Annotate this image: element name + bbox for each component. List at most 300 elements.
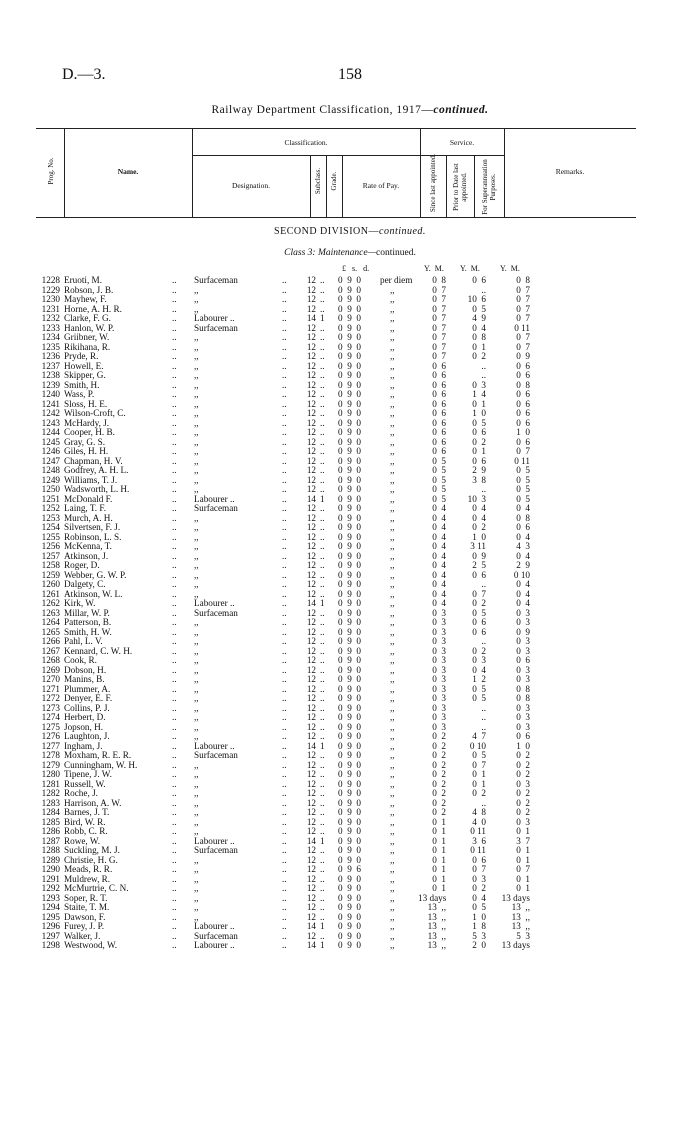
cell-prior-to-date: 1 0 [472, 911, 486, 922]
cell-prog-no: 1291 [41, 873, 60, 884]
cell-prior-to-date: 0 5 [472, 303, 486, 314]
cell-rate-of-pay: 0 9 0 [338, 332, 361, 342]
cell-name: Denyer, E. F. [64, 694, 113, 703]
cell-dots: .. [172, 531, 177, 542]
cell-pay-period: ,, [390, 902, 395, 912]
cell-prog-no: 1253 [41, 512, 60, 523]
cell-dots: .. [172, 294, 177, 304]
cell-superannuation: 0 4 [516, 598, 530, 608]
cell-subclass: 12 [306, 807, 316, 817]
cell-subclass: 12 [306, 826, 316, 836]
cell-grade: .. [320, 303, 325, 314]
cell-name: Sloss, H. E. [64, 399, 108, 409]
cell-name: Ingham, J. [64, 741, 103, 751]
cell-dots: .. [282, 379, 287, 390]
cell-since-last: 0 3 [432, 712, 446, 722]
cell-subclass: 12 [306, 731, 316, 741]
cell-prog-no: 1236 [41, 351, 60, 361]
cell-dots: .. [172, 807, 177, 817]
cell-dots: .. [172, 921, 177, 931]
cell-rate-of-pay: 0 9 0 [338, 826, 361, 836]
cell-grade: 1 [320, 598, 325, 608]
cell-prog-no: 1261 [41, 588, 60, 599]
cell-superannuation: 0 7 [516, 284, 530, 295]
cell-subclass: 12 [306, 569, 316, 580]
cell-name: Muldrew, R. [64, 874, 111, 884]
cell-prog-no: 1244 [41, 427, 60, 437]
cell-prog-no: 1230 [41, 294, 60, 304]
cell-name: Howell, E. [64, 361, 104, 371]
cell-rate-of-pay: 0 9 0 [338, 303, 361, 314]
cell-dots: .. [172, 750, 177, 760]
cell-prog-no: 1280 [41, 769, 60, 779]
cell-prog-no: 1296 [41, 921, 60, 931]
cell-subclass: 12 [306, 512, 316, 523]
cell-rate-of-pay: 0 9 0 [338, 788, 361, 798]
cell-dots: .. [282, 398, 287, 409]
cell-subclass: 12 [306, 655, 316, 665]
cell-pay-period: ,, [390, 303, 395, 314]
cell-pay-period: ,, [390, 332, 395, 342]
cell-rate-of-pay: 0 9 0 [338, 550, 361, 561]
cell-subclass: 12 [306, 864, 316, 874]
cell-superannuation: 1 0 [516, 740, 530, 751]
cell-name: Gray, G. S. [64, 437, 105, 447]
cell-name: Wadsworth, L. H. [64, 485, 130, 494]
cell-prog-no: 1298 [41, 940, 60, 950]
cell-dots: .. [172, 693, 177, 703]
cell-subclass: 12 [306, 693, 316, 703]
cell-dots: .. [282, 560, 287, 570]
cell-rate-of-pay: 0 9 0 [338, 474, 361, 485]
cell-rate-of-pay: 0 9 0 [338, 759, 361, 770]
cell-since-last: 13 ,, [427, 930, 446, 941]
cell-subclass: 14 [306, 740, 316, 751]
cell-pay-period: ,, [390, 740, 395, 751]
cell-dots: .. [172, 626, 177, 637]
cell-pay-period: ,, [390, 750, 395, 760]
cell-subclass: 12 [306, 626, 316, 637]
cell-dots: .. [282, 911, 287, 922]
cell-dots: .. [282, 598, 287, 608]
cell-since-last: 0 3 [432, 655, 446, 665]
cell-grade: .. [320, 512, 325, 523]
cell-grade: .. [320, 864, 325, 874]
cell-designation: ,, [194, 285, 199, 295]
cell-pay-period: ,, [390, 579, 395, 589]
cell-pay-period: ,, [390, 769, 395, 779]
cell-pay-period: ,, [390, 845, 395, 855]
cell-dots: .. [172, 598, 177, 608]
cell-name: Wilson-Croft, C. [64, 409, 126, 418]
cell-grade: .. [320, 617, 325, 627]
cell-subclass: 12 [306, 911, 316, 922]
cell-name: Tipene, J. W. [64, 770, 112, 779]
cell-pay-period: ,, [390, 835, 395, 846]
cell-prior-to-date: .. [481, 797, 486, 808]
cell-pay-period: ,, [390, 398, 395, 409]
cell-rate-of-pay: 0 9 0 [338, 351, 361, 361]
cell-superannuation: 0 6 [516, 417, 530, 428]
cell-dots: .. [282, 769, 287, 779]
cell-superannuation: 0 6 [516, 522, 530, 532]
cell-rate-of-pay: 0 9 0 [338, 797, 361, 808]
cell-dots: .. [282, 835, 287, 846]
cell-prog-no: 1263 [41, 607, 60, 618]
cell-grade: 1 [320, 740, 325, 751]
cell-prog-no: 1272 [41, 693, 60, 703]
cell-pay-period: ,, [390, 921, 395, 931]
cell-designation: ,, [194, 855, 199, 865]
cell-since-last: 0 6 [432, 446, 446, 456]
cell-dots: .. [172, 474, 177, 485]
cell-pay-period: ,, [390, 826, 395, 836]
cell-since-last: 0 5 [432, 484, 446, 494]
unit-superannuation: Y. M. [500, 264, 520, 273]
section-title-continued: continued. [379, 226, 426, 237]
cell-since-last: 0 1 [432, 854, 446, 865]
cell-prog-no: 1268 [41, 655, 60, 665]
cell-designation: ,, [194, 627, 199, 637]
cell-dots: .. [172, 313, 177, 323]
cell-designation: ,, [194, 523, 199, 532]
cell-dots: .. [282, 313, 287, 323]
cell-subclass: 12 [306, 617, 316, 627]
cell-prior-to-date: 0 6 [472, 854, 486, 865]
cell-superannuation: 0 6 [516, 360, 530, 371]
cell-since-last: 0 4 [432, 512, 446, 523]
cell-name: McDonald F. [64, 494, 113, 504]
cell-superannuation: 0 6 [516, 655, 530, 665]
cell-prior-to-date: .. [481, 360, 486, 371]
cell-dots: .. [282, 436, 287, 447]
cell-since-last: 0 7 [432, 303, 446, 314]
cell-grade: .. [320, 626, 325, 637]
cell-grade: .. [320, 294, 325, 304]
cell-dots: .. [172, 759, 177, 770]
cell-superannuation: 0 3 [516, 617, 530, 627]
cell-rate-of-pay: 0 9 0 [338, 541, 361, 551]
cell-subclass: 12 [306, 446, 316, 456]
cell-pay-period: ,, [390, 930, 395, 941]
cell-prior-to-date: 0 7 [472, 864, 486, 874]
cell-superannuation: 0 3 [516, 702, 530, 713]
cell-since-last: 0 1 [432, 816, 446, 827]
cell-prior-to-date: 0 4 [472, 512, 486, 523]
cell-rate-of-pay: 0 9 0 [338, 465, 361, 475]
cell-dots: .. [282, 617, 287, 627]
cell-prog-no: 1279 [41, 759, 60, 770]
cell-grade: .. [320, 845, 325, 855]
cell-subclass: 12 [306, 398, 316, 409]
cell-superannuation: 0 5 [516, 493, 530, 504]
cell-prog-no: 1269 [41, 664, 60, 675]
cell-dots: .. [172, 550, 177, 561]
cell-since-last: 0 4 [432, 531, 446, 542]
cell-prog-no: 1240 [41, 389, 60, 399]
cell-superannuation: 0 2 [516, 788, 530, 798]
cell-prior-to-date: 0 5 [472, 750, 486, 760]
cell-designation: ,, [194, 827, 199, 836]
cell-dots: .. [172, 417, 177, 428]
cell-name: Dalgety, C. [64, 580, 106, 589]
cell-rate-of-pay: 0 9 0 [338, 398, 361, 409]
cell-grade: 1 [320, 835, 325, 846]
cell-pay-period: ,, [390, 408, 395, 418]
cell-prior-to-date: 0 10 [469, 740, 486, 751]
cell-prog-no: 1233 [41, 322, 60, 333]
cell-since-last: 0 3 [432, 645, 446, 656]
cell-name: Smith, H. [64, 380, 100, 390]
cell-since-last: 0 4 [432, 598, 446, 608]
cell-name: Suckling, M. J. [64, 846, 120, 855]
cell-grade: 1 [320, 921, 325, 931]
cell-dots: .. [172, 493, 177, 504]
cell-pay-period: ,, [390, 417, 395, 428]
cell-pay-period: ,, [390, 883, 395, 893]
cell-pay-period: ,, [390, 607, 395, 618]
cell-dots: .. [282, 579, 287, 589]
cell-pay-period: ,, [390, 816, 395, 827]
cell-rate-of-pay: 0 9 0 [338, 892, 361, 903]
cell-subclass: 12 [306, 664, 316, 675]
cell-grade: 1 [320, 493, 325, 504]
cell-prog-no: 1258 [41, 560, 60, 570]
cell-designation: ,, [194, 361, 199, 371]
cell-superannuation: 0 8 [516, 275, 530, 285]
col-remarks: Remarks. [555, 167, 585, 176]
cell-prog-no: 1250 [41, 484, 60, 494]
cell-grade: .. [320, 446, 325, 456]
cell-dots: .. [282, 275, 287, 285]
cell-dots: .. [282, 693, 287, 703]
cell-rate-of-pay: 0 9 6 [338, 864, 361, 874]
cell-designation: ,, [194, 865, 199, 874]
cell-grade: .. [320, 721, 325, 732]
cell-dots: .. [172, 579, 177, 589]
cell-subclass: 12 [306, 588, 316, 599]
cell-pay-period: ,, [390, 892, 395, 903]
cell-dots: .. [172, 351, 177, 361]
cell-superannuation: 0 3 [516, 674, 530, 684]
cell-since-last: 0 3 [432, 607, 446, 618]
cell-subclass: 12 [306, 541, 316, 551]
cell-name: Pahl, L. V. [64, 637, 103, 646]
cell-since-last: 0 1 [432, 864, 446, 874]
cell-designation: ,, [194, 399, 199, 409]
cell-pay-period: ,, [390, 484, 395, 494]
cell-prior-to-date: 0 2 [472, 645, 486, 656]
cell-superannuation: 3 7 [516, 835, 530, 846]
cell-rate-of-pay: 0 9 0 [338, 731, 361, 741]
cell-superannuation: 0 2 [516, 750, 530, 760]
cell-since-last: 0 1 [432, 873, 446, 884]
cell-superannuation: 0 7 [516, 332, 530, 342]
cell-superannuation: 0 2 [516, 759, 530, 770]
cell-dots: .. [282, 807, 287, 817]
cell-subclass: 12 [306, 332, 316, 342]
cell-rate-of-pay: 0 9 0 [338, 588, 361, 599]
cell-subclass: 12 [306, 522, 316, 532]
cell-pay-period: ,, [390, 598, 395, 608]
cell-since-last: 0 6 [432, 398, 446, 409]
cell-rate-of-pay: 0 9 0 [338, 626, 361, 637]
cell-dots: .. [282, 636, 287, 646]
cell-superannuation: 0 6 [516, 389, 530, 399]
cell-subclass: 14 [306, 313, 316, 323]
cell-subclass: 12 [306, 370, 316, 380]
cell-prog-no: 1290 [41, 864, 60, 874]
cell-since-last: 0 7 [432, 284, 446, 295]
cell-name: Webber, G. W. P. [64, 570, 127, 580]
cell-prior-to-date: 10 6 [467, 294, 486, 304]
cell-prior-to-date: 0 5 [472, 902, 486, 912]
cell-designation: ,, [194, 779, 199, 789]
cell-dots: .. [172, 940, 177, 950]
cell-dots: .. [172, 655, 177, 665]
cell-dots: .. [172, 883, 177, 893]
cell-designation: ,, [194, 352, 199, 361]
cell-dots: .. [282, 902, 287, 912]
cell-subclass: 12 [306, 436, 316, 447]
cell-superannuation: 4 3 [516, 541, 530, 551]
cell-designation: ,, [194, 646, 199, 656]
cell-superannuation: 13 days [501, 892, 530, 903]
cell-prior-to-date: 0 3 [472, 873, 486, 884]
cell-dots: .. [282, 569, 287, 580]
cell-prog-no: 1287 [41, 835, 60, 846]
cell-designation: Labourer .. [194, 741, 235, 751]
cell-rate-of-pay: 0 9 0 [338, 436, 361, 447]
cell-subclass: 14 [306, 940, 316, 950]
cell-pay-period: ,, [390, 778, 395, 789]
cell-name: McKenna, T. [64, 542, 112, 551]
cell-name: Cooper, H. B. [64, 428, 115, 437]
cell-since-last: 0 4 [432, 522, 446, 532]
cell-since-last: 0 6 [432, 360, 446, 371]
cell-subclass: 12 [306, 322, 316, 333]
cell-subclass: 12 [306, 712, 316, 722]
cell-pay-period: ,, [390, 455, 395, 466]
cell-rate-of-pay: 0 9 0 [338, 446, 361, 456]
cell-dots: .. [172, 569, 177, 580]
cell-subclass: 12 [306, 341, 316, 352]
cell-since-last: 13 days [418, 892, 447, 903]
cell-since-last: 0 3 [432, 626, 446, 637]
cell-since-last: 0 6 [432, 379, 446, 390]
cell-since-last: 0 6 [432, 408, 446, 418]
cell-name: Manins, B. [64, 675, 105, 684]
cell-prior-to-date: 2 0 [472, 940, 486, 950]
cell-dots: .. [172, 636, 177, 646]
cell-designation: ,, [194, 304, 199, 314]
cell-dots: .. [282, 284, 287, 295]
cell-name: Cunningham, W. H. [64, 760, 138, 770]
cell-superannuation: 0 3 [516, 607, 530, 618]
cell-designation: ,, [194, 570, 199, 580]
cell-rate-of-pay: 0 9 0 [338, 835, 361, 846]
cell-name: Meads, R. R. [64, 865, 113, 874]
cell-name: Williams, T. J. [64, 475, 118, 485]
cell-since-last: 0 4 [432, 579, 446, 589]
cell-designation: ,, [194, 589, 199, 599]
cell-dots: .. [282, 883, 287, 893]
cell-dots: .. [282, 332, 287, 342]
cell-prior-to-date: 0 4 [472, 664, 486, 675]
cell-superannuation: 0 1 [516, 826, 530, 836]
cell-grade: .. [320, 550, 325, 561]
cell-rate-of-pay: 0 9 0 [338, 427, 361, 437]
cell-name: Millar, W. P. [64, 608, 110, 618]
cell-grade: .. [320, 351, 325, 361]
cell-subclass: 14 [306, 921, 316, 931]
cell-grade: .. [320, 417, 325, 428]
cell-since-last: 13 ,, [427, 902, 446, 912]
cell-designation: ,, [194, 798, 199, 808]
cell-superannuation: 0 8 [516, 683, 530, 694]
cell-name: Dobson, H. [64, 665, 107, 675]
cell-grade: .. [320, 341, 325, 352]
col-classification: Classification. [284, 138, 328, 147]
cell-designation: ,, [194, 817, 199, 827]
cell-prog-no: 1246 [41, 446, 60, 456]
cell-prior-to-date: 1 0 [472, 408, 486, 418]
cell-pay-period: ,, [390, 446, 395, 456]
cell-prior-to-date: 3 8 [472, 474, 486, 485]
cell-grade: 1 [320, 940, 325, 950]
cell-name: Plummer, A. [64, 684, 111, 694]
cell-prior-to-date: 0 5 [472, 683, 486, 694]
cell-dots: .. [282, 588, 287, 599]
cell-pay-period: ,, [390, 864, 395, 874]
cell-designation: ,, [194, 447, 199, 456]
cell-dots: .. [282, 626, 287, 637]
cell-since-last: 0 6 [432, 427, 446, 437]
cell-name: Silvertsen, F. J. [64, 523, 121, 532]
cell-prior-to-date: 3 11 [470, 541, 486, 551]
cell-rate-of-pay: 0 9 0 [338, 750, 361, 760]
cell-grade: .. [320, 389, 325, 399]
cell-prior-to-date: 0 2 [472, 788, 486, 798]
cell-designation: ,, [194, 732, 199, 741]
cell-designation: ,, [194, 532, 199, 542]
cell-subclass: 12 [306, 778, 316, 789]
cell-dots: .. [282, 465, 287, 475]
cell-subclass: 12 [306, 455, 316, 466]
cell-superannuation: 0 3 [516, 721, 530, 732]
cell-superannuation: 0 9 [516, 626, 530, 637]
cell-dots: .. [172, 892, 177, 903]
cell-pay-period: ,, [390, 702, 395, 713]
cell-prior-to-date: 1 4 [472, 389, 486, 399]
cell-since-last: 0 5 [432, 465, 446, 475]
cell-dots: .. [172, 645, 177, 656]
cell-prog-no: 1266 [41, 636, 60, 646]
cell-name: Smith, H. W. [64, 627, 112, 637]
subsection-continued: continued. [376, 248, 416, 258]
unit-since-last: Y. M. [424, 264, 444, 273]
cell-designation: ,, [194, 874, 199, 884]
unit-pay: £ s. d. [342, 264, 370, 273]
cell-designation: ,, [194, 513, 199, 523]
cell-prior-to-date: 0 6 [472, 427, 486, 437]
cell-dots: .. [282, 750, 287, 760]
cell-dots: .. [282, 550, 287, 561]
col-name: Name. [117, 167, 139, 176]
cell-dots: .. [172, 702, 177, 713]
cell-subclass: 12 [306, 303, 316, 314]
cell-rate-of-pay: 0 9 0 [338, 360, 361, 371]
